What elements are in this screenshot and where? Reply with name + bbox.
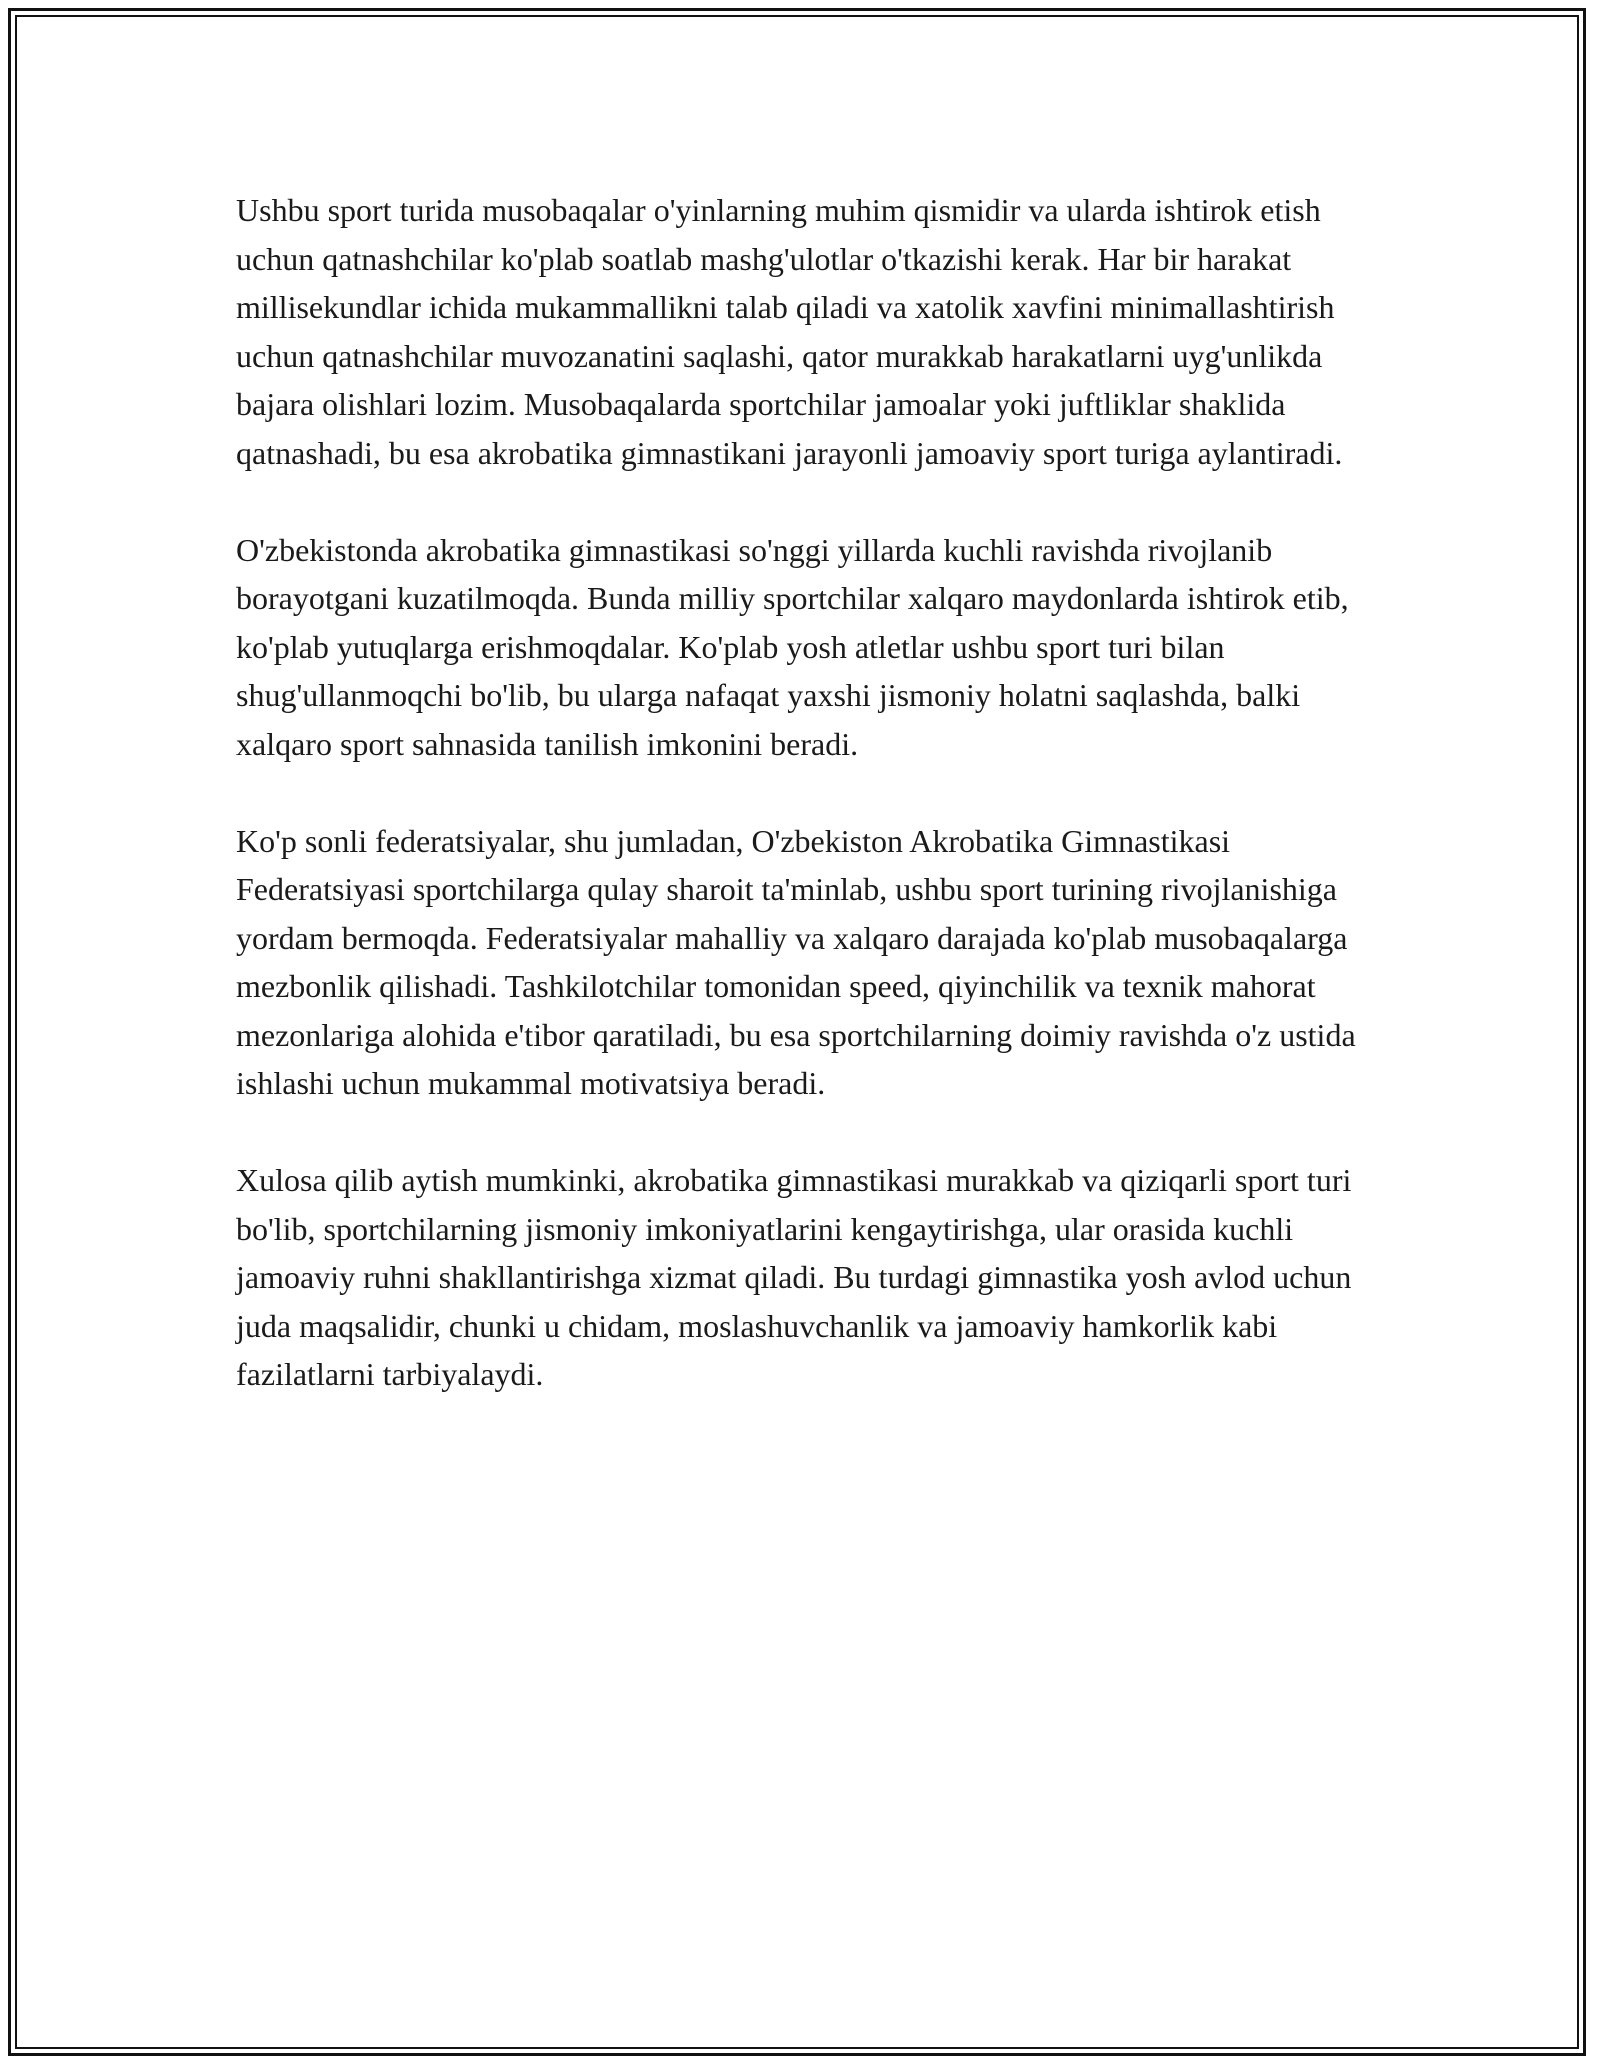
paragraph-4: Xulosa qilib aytish mumkinki, akrobatika gimnastikasi murakkab va qiziqarli sport turi bo'lib, sportchilarning jismoniy imkoniyatlarini kengaytirishga, ular orasida kuchli jamoaviy ruhni shakllantirishga xizmat qiladi. Bu turdagi gimnastika yosh avlod uchun juda maqsalidir, chunki u chidam, moslashuvchanlik va jamoaviy hamkorlik kabi fazilatlarni tarbiyalaydi. (236, 1162, 1352, 1392)
paragraph-1: Ushbu sport turida musobaqalar o'yinlarning muhim qismidir va ularda ishtirok etish uchun qatnashchilar ko'plab soatlab mashg'ulotlar o'tkazishi kerak. Har bir harakat millisekundlar ichida mukammallikni talab qiladi va xatolik xavfini minimallashtirish uchun qatnashchilar muvozanatini saqlashi, qator murakkab harakatlarni uyg'unlikda bajara olishlari lozim. Musobaqalarda sportchilar jamoalar yoki juftliklar shaklida qatnashadi, bu esa akrobatika gimnastikani jarayonli jamoaviy sport turiga aylantiradi. (236, 192, 1343, 471)
paragraph-3: Ko'p sonli federatsiyalar, shu jumladan, O'zbekiston Akrobatika Gimnastikasi Federatsiyasi sportchilarga qulay sharoit ta'minlab, ushbu sport turining rivojlanishiga yordam bermoqda. Federatsiyalar mahalliy va xalqaro darajada ko'plab musobaqalarga mezbonlik qilishadi. Tashkilotchilar tomonidan speed, qiyinchilik va texnik mahorat mezonlariga alohida e'tibor qaratiladi, bu esa sportchilarning doimiy ravishda o'z ustida ishlashi uchun mukammal motivatsiya beradi. (236, 822, 1356, 1101)
paragraph-2: O'zbekistonda akrobatika gimnastikasi so'nggi yillarda kuchli ravishda rivojlanib borayotgani kuzatilmoqda. Bunda milliy sportchilar xalqaro maydonlarda ishtirok etib, ko'plab yutuqlarga erishmoqdalar. Ko'plab yosh atletlar ushbu sport turi bilan shug'ullanmoqchi bo'lib, bu ularga nafaqat yaxshi jismoniy holatni saqlashda, balki xalqaro sport sahnasida tanilish imkonini beradi. (236, 531, 1349, 762)
document-body (236, 186, 1376, 1447)
